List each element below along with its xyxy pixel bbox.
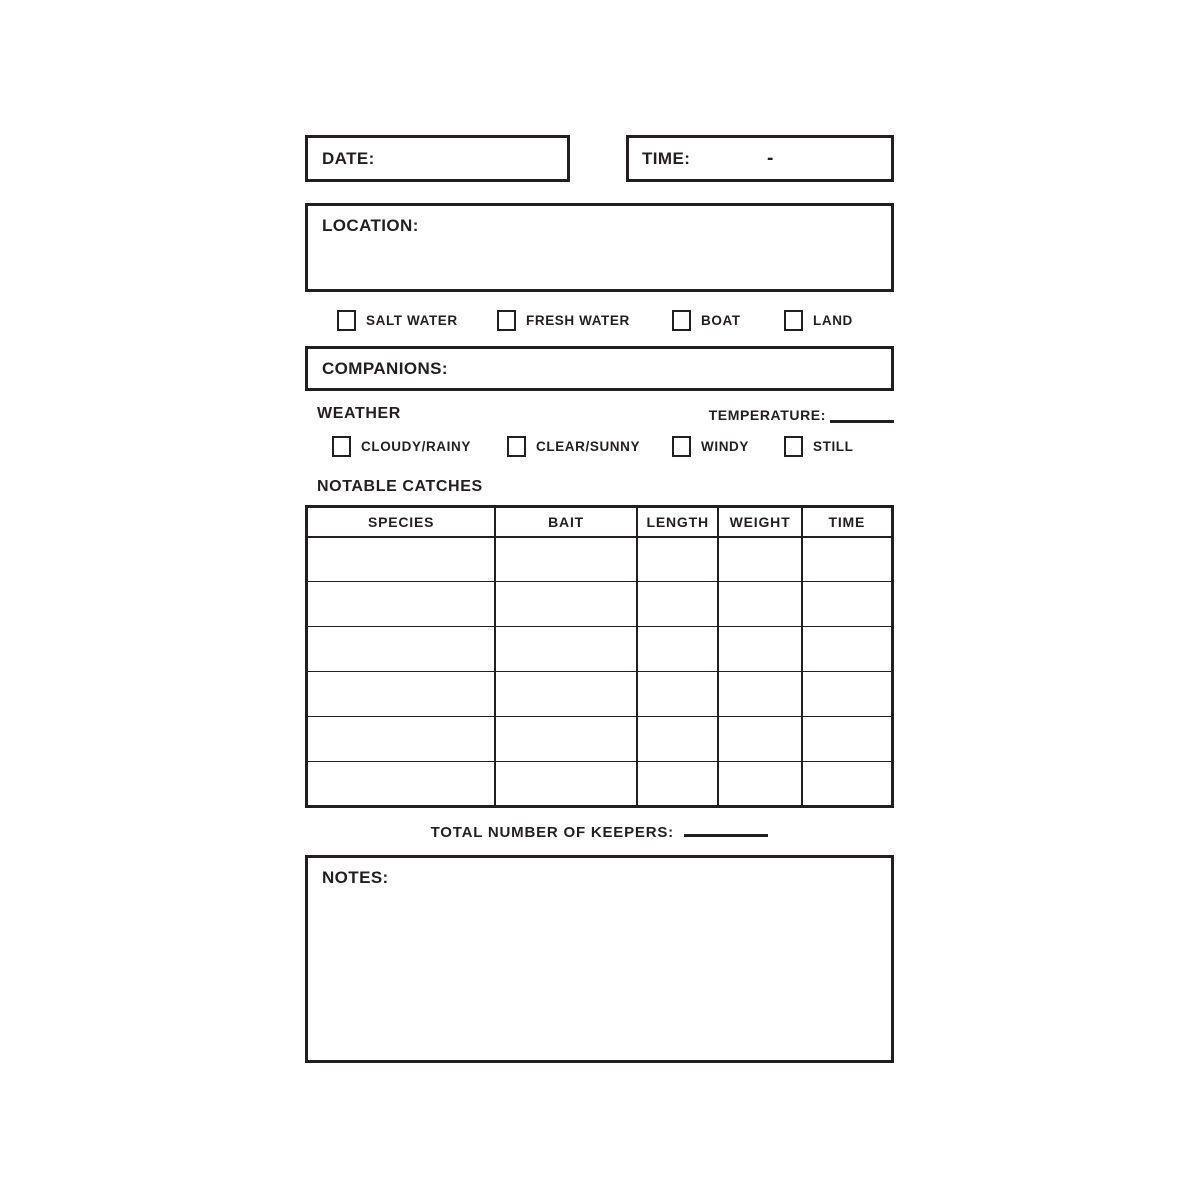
notable-catches-title: NOTABLE CATCHES: [317, 478, 483, 495]
table-cell[interactable]: [495, 717, 637, 762]
table-cell[interactable]: [307, 762, 496, 807]
table-cell[interactable]: [495, 762, 637, 807]
companions-label: COMPANIONS:: [322, 358, 448, 378]
checkbox-label: CLEAR/SUNNY: [536, 439, 641, 454]
table-row: [307, 717, 893, 762]
weather-options: [305, 436, 894, 458]
table-cell[interactable]: [718, 717, 801, 762]
checkbox-salt-water[interactable]: [337, 310, 458, 331]
weather-header: [305, 405, 894, 423]
checkbox-square[interactable]: [784, 436, 803, 457]
location-label: LOCATION:: [322, 216, 419, 235]
notes-field[interactable]: [305, 855, 894, 1063]
catches-table: [305, 505, 894, 808]
table-row: [307, 627, 893, 672]
table-cell[interactable]: [718, 762, 801, 807]
checkbox-still[interactable]: [784, 436, 854, 457]
table-row: [307, 582, 893, 627]
checkbox-label: SALT WATER: [366, 313, 458, 328]
column-header-weight: WEIGHT: [718, 507, 801, 537]
table-cell[interactable]: [718, 627, 801, 672]
date-field[interactable]: [305, 135, 570, 182]
checkbox-square[interactable]: [507, 436, 526, 457]
column-header-length: LENGTH: [637, 507, 718, 537]
fishing-log-form: [305, 135, 894, 1063]
table-cell[interactable]: [307, 537, 496, 582]
table-cell[interactable]: [718, 672, 801, 717]
column-header-time: TIME: [802, 507, 893, 537]
keepers-label: TOTAL NUMBER OF KEEPERS:: [430, 824, 674, 841]
table-cell[interactable]: [637, 582, 718, 627]
weather-title: WEATHER: [317, 405, 401, 422]
checkbox-square[interactable]: [497, 310, 516, 331]
checkbox-square[interactable]: [337, 310, 356, 331]
checkbox-fresh-water[interactable]: [497, 310, 630, 331]
spacer: [570, 135, 626, 182]
date-label: DATE:: [322, 148, 375, 168]
temperature-label: TEMPERATURE:: [708, 407, 826, 423]
table-cell[interactable]: [307, 582, 496, 627]
column-header-species: SPECIES: [307, 507, 496, 537]
table-cell[interactable]: [802, 762, 893, 807]
water-type-options: [305, 310, 894, 332]
table-row: [307, 672, 893, 717]
checkbox-square[interactable]: [332, 436, 351, 457]
time-separator: -: [767, 147, 774, 169]
checkbox-square[interactable]: [784, 310, 803, 331]
catches-table-body: [307, 537, 893, 807]
table-cell[interactable]: [718, 537, 801, 582]
checkbox-clear-sunny[interactable]: [507, 436, 640, 457]
table-cell[interactable]: [802, 717, 893, 762]
table-cell[interactable]: [802, 537, 893, 582]
keepers-line[interactable]: [684, 825, 768, 837]
time-field[interactable]: [626, 135, 894, 182]
checkbox-label: FRESH WATER: [526, 313, 630, 328]
date-time-row: [305, 135, 894, 182]
table-cell[interactable]: [495, 537, 637, 582]
location-field[interactable]: [305, 203, 894, 292]
time-label: TIME:: [642, 148, 691, 168]
table-cell[interactable]: [637, 537, 718, 582]
checkbox-windy[interactable]: [672, 436, 749, 457]
table-cell[interactable]: [802, 627, 893, 672]
checkbox-label: CLOUDY/RAINY: [361, 439, 471, 454]
checkbox-label: STILL: [813, 439, 854, 454]
table-row: [307, 762, 893, 807]
table-row: [307, 537, 893, 582]
checkbox-land[interactable]: [784, 310, 853, 331]
table-cell[interactable]: [495, 582, 637, 627]
table-cell[interactable]: [495, 627, 637, 672]
checkbox-label: LAND: [813, 313, 853, 328]
table-cell[interactable]: [637, 627, 718, 672]
column-header-bait: BAIT: [495, 507, 637, 537]
keepers-row: [305, 824, 894, 842]
table-cell[interactable]: [637, 717, 718, 762]
checkbox-square[interactable]: [672, 310, 691, 331]
table-cell[interactable]: [718, 582, 801, 627]
table-cell[interactable]: [307, 627, 496, 672]
notes-label: NOTES:: [322, 868, 389, 887]
table-cell[interactable]: [495, 672, 637, 717]
checkbox-boat[interactable]: [672, 310, 741, 331]
table-cell[interactable]: [637, 762, 718, 807]
table-cell[interactable]: [637, 672, 718, 717]
table-cell[interactable]: [802, 582, 893, 627]
table-cell[interactable]: [307, 717, 496, 762]
companions-field[interactable]: [305, 346, 894, 391]
temperature-field: [709, 407, 894, 423]
table-cell[interactable]: [802, 672, 893, 717]
table-header-row: [307, 507, 893, 537]
checkbox-square[interactable]: [672, 436, 691, 457]
checkbox-cloudy-rainy[interactable]: [332, 436, 471, 457]
temperature-line[interactable]: [830, 411, 894, 423]
table-cell[interactable]: [307, 672, 496, 717]
checkbox-label: WINDY: [701, 439, 749, 454]
checkbox-label: BOAT: [701, 313, 741, 328]
